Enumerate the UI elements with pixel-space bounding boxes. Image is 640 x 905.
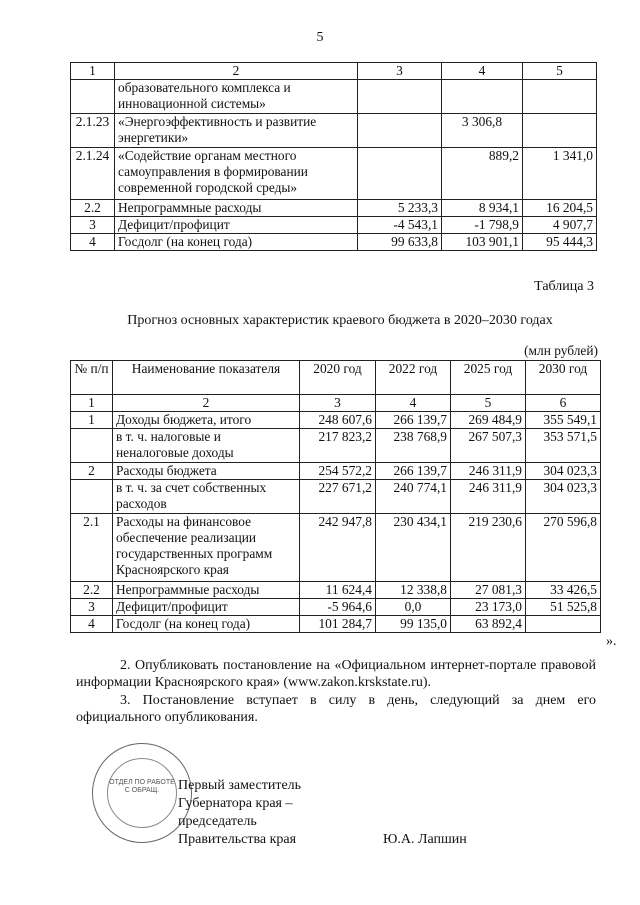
row-name: Непрограммные расходы — [113, 582, 300, 599]
row-name: Расходы на финансовое обеспечение реализации государственных программ Красноярского края — [113, 514, 300, 582]
row-value: 11 624,4 — [300, 582, 376, 599]
row-number: 2.1.23 — [71, 114, 115, 148]
forecast-table — [70, 360, 601, 633]
row-value: 217 823,2 — [300, 429, 376, 463]
table-caption-label: Таблица 3 — [534, 279, 594, 294]
table-row — [71, 463, 601, 480]
row-value: 5 233,3 — [358, 200, 442, 217]
col-header: 2 — [115, 63, 358, 80]
table-row — [71, 148, 597, 200]
col-header: № п/п — [71, 361, 113, 395]
row-name: «Содействие органам местного самоуправления в формировании современной городской среды» — [115, 148, 358, 200]
page-number: 5 — [316, 30, 324, 45]
closing-quote: ». — [606, 634, 617, 649]
row-number: 1 — [71, 412, 113, 429]
row-value: 101 284,7 — [300, 616, 376, 633]
table-row — [71, 616, 601, 633]
row-value: 267 507,3 — [451, 429, 526, 463]
row-value: 4 907,7 — [523, 217, 597, 234]
signatory-name: Ю.А. Лапшин — [383, 832, 467, 847]
row-name: Доходы бюджета, итого — [113, 412, 300, 429]
row-value: 246 311,9 — [451, 463, 526, 480]
row-value: 12 338,8 — [376, 582, 451, 599]
col-header: 2025 год — [451, 361, 526, 395]
row-name: образовательного комплекса и инновационной системы» — [115, 80, 358, 114]
row-value: 8 934,1 — [442, 200, 523, 217]
seal-text: ОТДЕЛ ПО РАБОТЕ С ОБРАЩ. — [109, 779, 175, 794]
row-name: Дефицит/профицит — [115, 217, 358, 234]
row-value: 355 549,1 — [526, 412, 601, 429]
row-number: 3 — [71, 217, 115, 234]
row-value: 248 607,6 — [300, 412, 376, 429]
row-value: 266 139,7 — [376, 412, 451, 429]
row-name: в т. ч. налоговые и неналоговые доходы — [113, 429, 300, 463]
col-header: 3 — [358, 63, 442, 80]
table-row — [71, 200, 597, 217]
row-value: 99 135,0 — [376, 616, 451, 633]
row-name: Дефицит/профицит — [113, 599, 300, 616]
col-header: 1 — [71, 63, 115, 80]
table-title: Прогноз основных характеристик краевого бюджета в 2020–2030 годах — [127, 313, 553, 328]
row-value: 270 596,8 — [526, 514, 601, 582]
row-number: 4 — [71, 234, 115, 251]
table-row — [71, 599, 601, 616]
row-value: 33 426,5 — [526, 582, 601, 599]
row-name: в т. ч. за счет собственных расходов — [113, 480, 300, 514]
table-row — [71, 234, 597, 251]
row-number: 2 — [71, 463, 113, 480]
row-number: 2.1.24 — [71, 148, 115, 200]
row-value: 16 204,5 — [523, 200, 597, 217]
signature-title-line-2: Губернатора края – — [178, 796, 293, 811]
row-value — [526, 616, 601, 633]
col-header: 2022 год — [376, 361, 451, 395]
row-value: 0,0 — [376, 599, 451, 616]
table-row — [71, 514, 601, 582]
row-name: Госдолг (на конец года) — [113, 616, 300, 633]
row-value: 23 173,0 — [451, 599, 526, 616]
row-value: 238 768,9 — [376, 429, 451, 463]
table-row — [71, 429, 601, 463]
col-header: 5 — [523, 63, 597, 80]
row-value: 304 023,3 — [526, 463, 601, 480]
budget-table-continuation — [70, 62, 597, 251]
col-header: Наименование показателя — [113, 361, 300, 395]
row-name: Госдолг (на конец года) — [115, 234, 358, 251]
row-value: 219 230,6 — [451, 514, 526, 582]
col-header: 4 — [442, 63, 523, 80]
table-row — [71, 582, 601, 599]
row-value: 889,2 — [442, 148, 523, 200]
row-value: 304 023,3 — [526, 480, 601, 514]
row-number: 3 — [71, 599, 113, 616]
table-row — [71, 480, 601, 514]
table-row — [71, 80, 597, 114]
row-value: -4 543,1 — [358, 217, 442, 234]
col-header: 2030 год — [526, 361, 601, 395]
row-value: 63 892,4 — [451, 616, 526, 633]
row-number: 4 — [71, 616, 113, 633]
table-row — [71, 114, 597, 148]
row-value: 254 572,2 — [300, 463, 376, 480]
row-value: 230 434,1 — [376, 514, 451, 582]
row-number: 2.2 — [71, 582, 113, 599]
seal-inner-ring — [107, 758, 177, 828]
table-header-row — [71, 63, 597, 80]
seal-stamp — [92, 743, 192, 843]
row-name: «Энергоэффективность и развитие энергетики» — [115, 114, 358, 148]
table-header-row — [71, 361, 601, 395]
row-value: 103 901,1 — [442, 234, 523, 251]
units-label: (млн рублей) — [524, 343, 598, 358]
row-value: 246 311,9 — [451, 480, 526, 514]
row-value: 269 484,9 — [451, 412, 526, 429]
row-value: 240 774,1 — [376, 480, 451, 514]
row-value: 27 081,3 — [451, 582, 526, 599]
row-value: 95 444,3 — [523, 234, 597, 251]
row-value: -1 798,9 — [442, 217, 523, 234]
table-row — [71, 412, 601, 429]
row-name: Расходы бюджета — [113, 463, 300, 480]
paragraph-3: 3. Постановление вступает в силу в день, следующий за днем его официального опубликования. — [76, 693, 596, 725]
col-header: 2020 год — [300, 361, 376, 395]
row-name: Непрограммные расходы — [115, 200, 358, 217]
row-value: -5 964,6 — [300, 599, 376, 616]
signature-title-line-1: Первый заместитель — [178, 778, 302, 793]
row-value: 353 571,5 — [526, 429, 601, 463]
row-number: 2.1 — [71, 514, 113, 582]
signature-title-line-3: председатель — [178, 814, 257, 829]
table-row — [71, 217, 597, 234]
row-value: 1 341,0 — [523, 148, 597, 200]
row-number: 2.2 — [71, 200, 115, 217]
signature-title-line-4: Правительства края — [178, 832, 297, 847]
row-value: 227 671,2 — [300, 480, 376, 514]
column-index-row: 1 2 3 4 5 6 — [71, 395, 601, 412]
row-value: 3 306,8 — [442, 114, 523, 148]
row-value: 51 525,8 — [526, 599, 601, 616]
paragraph-2: 2. Опубликовать постановление на «Официальном интернет-портале правовой информации Красноярского края» (www.zakon.krskstate.ru). — [76, 658, 596, 690]
row-value: 266 139,7 — [376, 463, 451, 480]
row-value: 242 947,8 — [300, 514, 376, 582]
row-value: 99 633,8 — [358, 234, 442, 251]
